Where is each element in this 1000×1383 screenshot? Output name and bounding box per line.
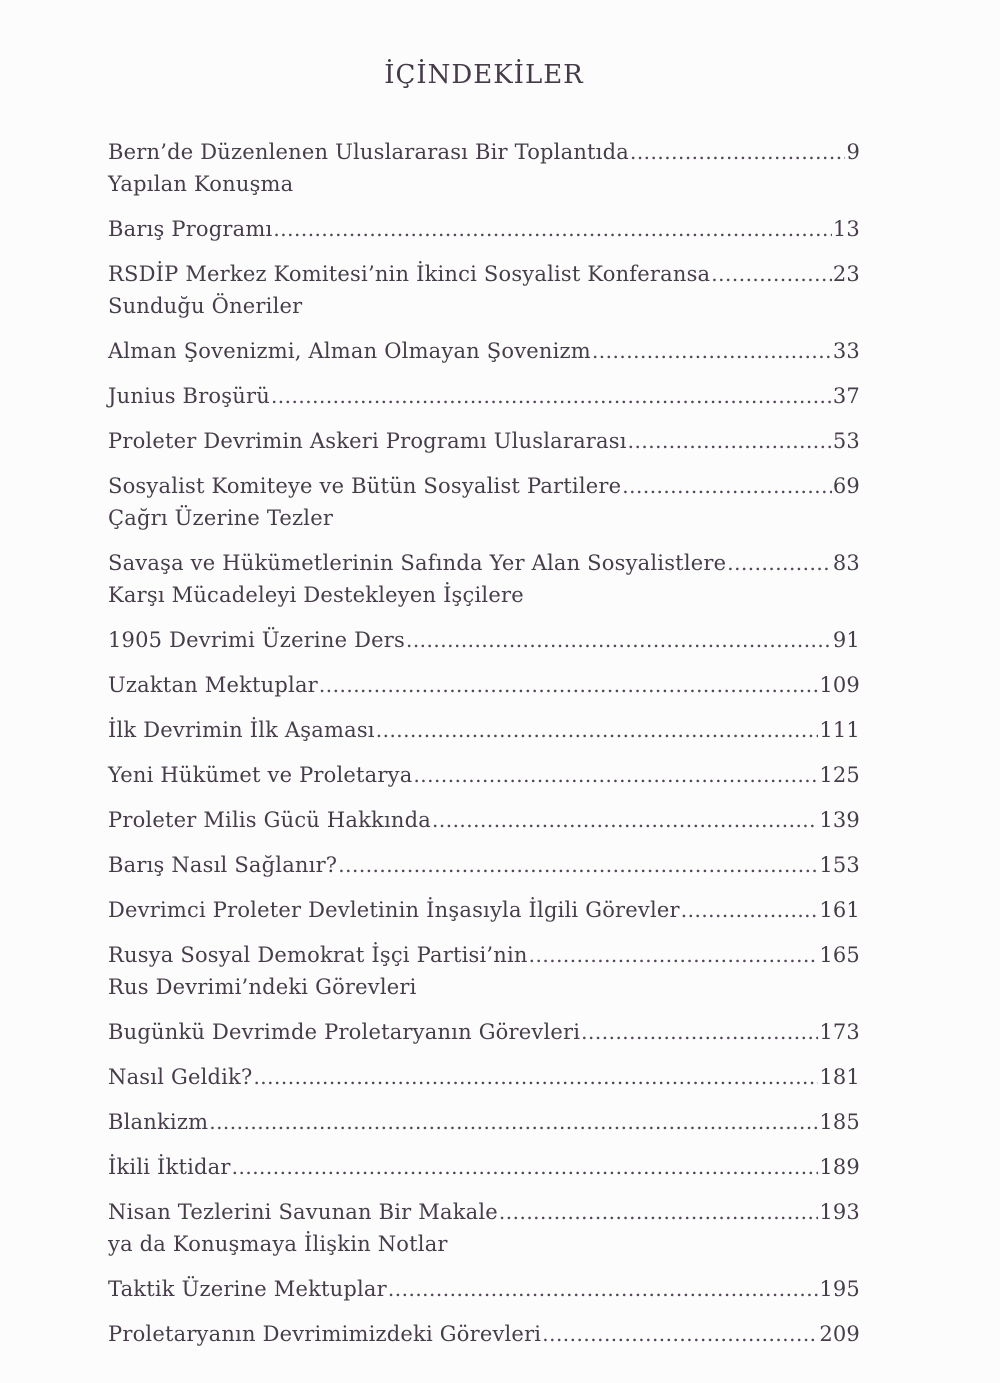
toc-entry-title: Blankizm xyxy=(108,1110,209,1134)
toc-entry-line xyxy=(108,894,860,926)
toc-entry xyxy=(108,624,860,656)
toc-entry-title: Rusya Sosyal Demokrat İşçi Partisi’nin xyxy=(108,943,528,967)
toc-entry-title: 1905 Devrimi Üzerine Ders xyxy=(108,628,405,652)
toc-entry-line xyxy=(108,714,860,746)
toc-entry-title: Yeni Hükümet ve Proletarya xyxy=(108,763,413,787)
toc-entry xyxy=(108,380,860,412)
toc-entry xyxy=(108,258,860,322)
toc-entry-page-number: 69 xyxy=(832,474,860,498)
dot-leader xyxy=(711,258,832,290)
toc-entry-line xyxy=(108,849,860,881)
toc-entry xyxy=(108,939,860,1003)
toc-entry-title: Bugünkü Devrimde Proletaryanın Görevleri xyxy=(108,1020,581,1044)
toc-entry-line xyxy=(108,335,860,367)
toc-entry-page-number: 139 xyxy=(819,808,860,832)
dot-leader xyxy=(232,1151,819,1183)
toc-entry-title: Barış Programı xyxy=(108,217,273,241)
toc-entry-line xyxy=(108,1318,860,1350)
contents-page xyxy=(0,58,1000,1383)
dot-leader xyxy=(209,1106,818,1138)
dot-leader xyxy=(253,1061,818,1093)
toc-entry xyxy=(108,804,860,836)
toc-entry-page-number: 13 xyxy=(832,217,860,241)
toc-list xyxy=(108,136,860,1350)
toc-entry-title: Sosyalist Komiteye ve Bütün Sosyalist Partilere xyxy=(108,474,622,498)
toc-entry-title: Uzaktan Mektuplar xyxy=(108,673,318,697)
toc-entry xyxy=(108,425,860,457)
toc-entry-page-number: 195 xyxy=(819,1277,860,1301)
toc-entry-page-number: 181 xyxy=(819,1065,860,1089)
toc-entry-line xyxy=(108,939,860,971)
toc-entry-title: Devrimci Proleter Devletinin İnşasıyla İlgili Görevler xyxy=(108,898,680,922)
toc-entry-line xyxy=(108,759,860,791)
toc-entry-title: Proletaryanın Devrimimizdeki Görevleri xyxy=(108,1322,542,1346)
toc-entry-continuation: ya da Konuşmaya İlişkin Notlar xyxy=(108,1232,448,1256)
toc-entry-title: Nisan Tezlerini Savunan Bir Makale xyxy=(108,1200,498,1224)
toc-entry-line xyxy=(108,470,860,502)
toc-entry xyxy=(108,213,860,245)
toc-entry-title: Barış Nasıl Sağlanır? xyxy=(108,853,338,877)
toc-entry-page-number: 189 xyxy=(819,1155,860,1179)
toc-entry xyxy=(108,470,860,534)
dot-leader xyxy=(529,939,819,971)
toc-entry xyxy=(108,1196,860,1260)
toc-entry-line xyxy=(108,136,860,168)
toc-entry xyxy=(108,1318,860,1350)
toc-entry-continuation: Çağrı Üzerine Tezler xyxy=(108,506,334,530)
toc-entry xyxy=(108,759,860,791)
toc-entry-line xyxy=(108,1196,860,1228)
toc-entry-line xyxy=(108,669,860,701)
toc-entry-line xyxy=(108,1061,860,1093)
dot-leader xyxy=(592,335,832,367)
page-title: İÇİNDEKİLER xyxy=(384,60,584,90)
toc-entry-page-number: 91 xyxy=(832,628,860,652)
toc-entry xyxy=(108,669,860,701)
toc-entry-page-number: 161 xyxy=(819,898,860,922)
toc-entry-page-number: 173 xyxy=(819,1020,860,1044)
toc-entry-continuation: Sunduğu Öneriler xyxy=(108,294,303,318)
dot-leader xyxy=(388,1273,818,1305)
toc-entry-page-number: 53 xyxy=(832,429,860,453)
dot-leader xyxy=(499,1196,818,1228)
toc-entry-line xyxy=(108,1106,860,1138)
toc-entry-line xyxy=(108,1016,860,1048)
toc-entry-line xyxy=(108,213,860,245)
dot-leader xyxy=(622,470,832,502)
toc-entry xyxy=(108,136,860,200)
toc-entry-page-number: 109 xyxy=(819,673,860,697)
toc-entry-page-number: 209 xyxy=(819,1322,860,1346)
dot-leader xyxy=(628,425,832,457)
toc-entry xyxy=(108,1016,860,1048)
toc-entry-line xyxy=(108,380,860,412)
toc-entry xyxy=(108,1273,860,1305)
toc-entry-line xyxy=(108,624,860,656)
toc-entry-title: Bern’de Düzenlenen Uluslararası Bir Toplantıda xyxy=(108,140,629,164)
toc-entry-page-number: 153 xyxy=(819,853,860,877)
toc-entry-line xyxy=(108,1151,860,1183)
toc-entry-title: RSDİP Merkez Komitesi’nin İkinci Sosyalist Konferansa xyxy=(108,262,711,286)
toc-entry-title: Proleter Devrimin Askeri Programı Uluslararası xyxy=(108,429,627,453)
toc-entry-page-number: 165 xyxy=(819,943,860,967)
dot-leader xyxy=(273,213,831,245)
toc-entry-title: Junius Broşürü xyxy=(108,384,270,408)
toc-entry-line xyxy=(108,804,860,836)
toc-entry xyxy=(108,547,860,611)
dot-leader xyxy=(581,1016,818,1048)
toc-entry-title: İlk Devrimin İlk Aşaması xyxy=(108,718,375,742)
toc-entry xyxy=(108,1106,860,1138)
dot-leader xyxy=(319,669,818,701)
toc-entry-line xyxy=(108,425,860,457)
toc-entry xyxy=(108,894,860,926)
dot-leader xyxy=(681,894,819,926)
toc-entry-page-number: 37 xyxy=(832,384,860,408)
toc-entry-page-number: 33 xyxy=(832,339,860,363)
dot-leader xyxy=(727,547,832,579)
toc-entry-page-number: 111 xyxy=(819,718,860,742)
toc-entry-title: Nasıl Geldik? xyxy=(108,1065,253,1089)
toc-entry-line xyxy=(108,258,860,290)
toc-entry-page-number: 9 xyxy=(846,140,860,164)
dot-leader xyxy=(376,714,819,746)
toc-entry-title: İkili İktidar xyxy=(108,1155,231,1179)
toc-entry-page-number: 83 xyxy=(832,551,860,575)
toc-entry xyxy=(108,1151,860,1183)
toc-entry-page-number: 23 xyxy=(832,262,860,286)
dot-leader xyxy=(542,1318,818,1350)
toc-entry-line xyxy=(108,1273,860,1305)
toc-entry-continuation: Karşı Mücadeleyi Destekleyen İşçilere xyxy=(108,583,524,607)
dot-leader xyxy=(406,624,832,656)
toc-entry-title: Savaşa ve Hükümetlerinin Safında Yer Alan Sosyalistlere xyxy=(108,551,727,575)
dot-leader xyxy=(630,136,845,168)
toc-entry-line xyxy=(108,547,860,579)
toc-entry-page-number: 125 xyxy=(819,763,860,787)
toc-entry-title: Alman Şovenizmi, Alman Olmayan Şovenizm xyxy=(108,339,591,363)
toc-entry-title: Proleter Milis Gücü Hakkında xyxy=(108,808,431,832)
dot-leader xyxy=(432,804,818,836)
toc-entry xyxy=(108,849,860,881)
toc-entry xyxy=(108,335,860,367)
toc-entry-title: Taktik Üzerine Mektuplar xyxy=(108,1277,387,1301)
toc-entry-page-number: 185 xyxy=(819,1110,860,1134)
toc-entry xyxy=(108,1061,860,1093)
toc-entry-page-number: 193 xyxy=(819,1200,860,1224)
dot-leader xyxy=(271,380,832,412)
toc-entry-continuation: Rus Devrimi’ndeki Görevleri xyxy=(108,975,417,999)
toc-entry xyxy=(108,714,860,746)
toc-entry-continuation: Yapılan Konuşma xyxy=(108,172,294,196)
dot-leader xyxy=(413,759,818,791)
dot-leader xyxy=(338,849,818,881)
